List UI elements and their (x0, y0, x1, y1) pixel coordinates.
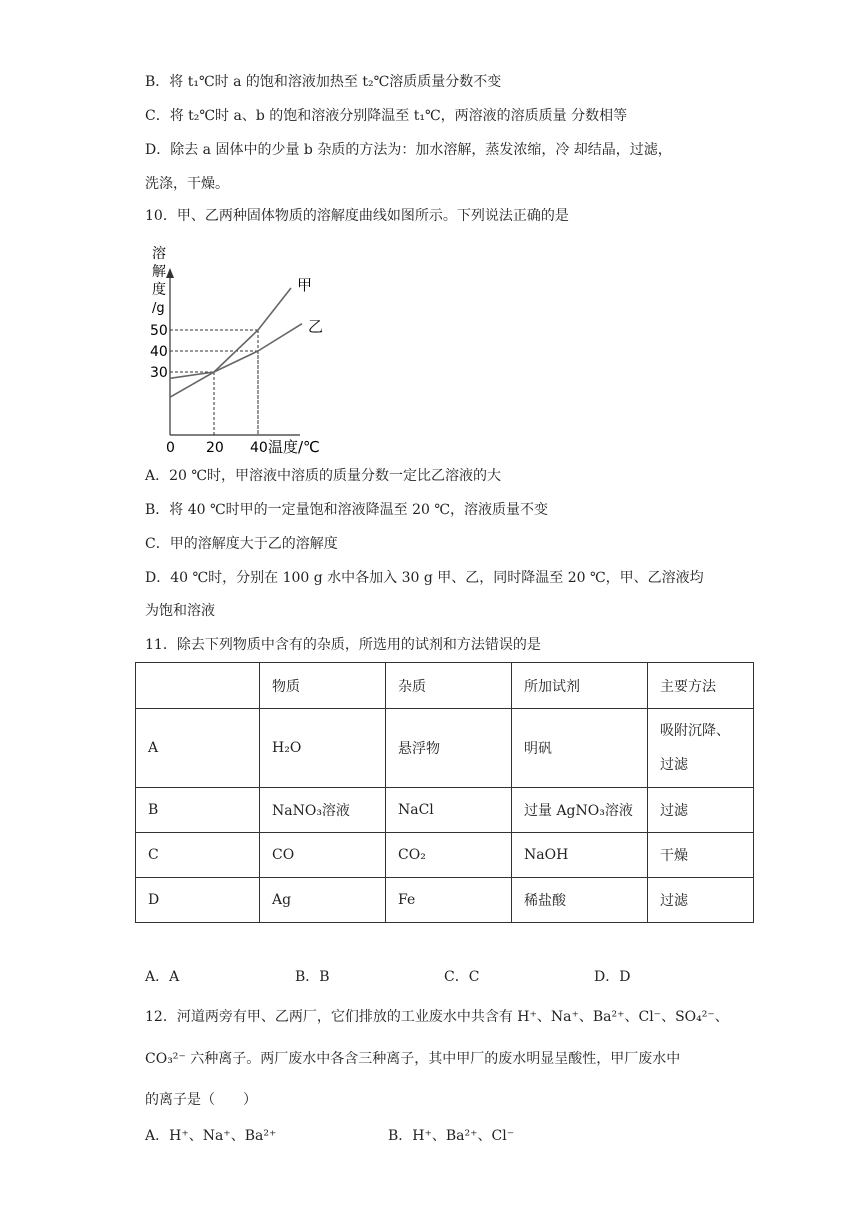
chart-y-tick-label: 30 (150, 365, 168, 381)
q11-stem: 11．除去下列物质中含有的杂质，所选用的试剂和方法错误的是 (145, 637, 541, 653)
chart-ylabel-char: 度 (152, 282, 166, 298)
chart-ylabel-char: /g (152, 301, 165, 316)
q10-option-d-line1: D．40 ℃时，分别在 100 g 水中各加入 30 g 甲、乙，同时降温至 20 ℃，甲、乙溶液均 (145, 570, 704, 586)
table-header-cell: 杂质 (386, 663, 512, 709)
table-cell: CO₂ (386, 833, 512, 878)
q12-stem-line1: 12．河道两旁有甲、乙两厂，它们排放的工业废水中共含有 H⁺、Na⁺、Ba²⁺、Cl⁻、SO₄²⁻、 (145, 1009, 729, 1025)
q9-option-c: C．将 t₂℃时 a、b 的饱和溶液分别降温至 t₁℃，两溶液的溶质质量 分数相等 (145, 108, 628, 124)
q9-option-d-line2: 洗涤，干燥。 (145, 176, 229, 192)
chart-x-tick-label: 0 (166, 440, 175, 455)
table-cell: NaCl (386, 788, 512, 833)
table-row (136, 709, 754, 788)
table-cell: 吸附沉降、过滤 (648, 709, 754, 788)
chart-ylabel-char: 溶 (152, 246, 166, 262)
table-cell: H₂O (260, 709, 386, 788)
q11-options (145, 967, 630, 987)
table-cell: 悬浮物 (386, 709, 512, 788)
chart-series-label: 乙 (308, 317, 324, 336)
solubility-chart (150, 240, 330, 455)
table-cell: A (136, 709, 260, 788)
chart-xlabel: 温度/℃ (268, 438, 320, 455)
q11-option: C．C (444, 969, 480, 985)
q11-option: D．D (594, 969, 631, 985)
q12-stem-line3: 的离子是（ ） (145, 1092, 257, 1108)
table-row (136, 833, 754, 878)
q11-option: B．B (295, 969, 330, 985)
q10-option-b: B．将 40 ℃时甲的一定量饱和溶液降温至 20 ℃，溶液质量不变 (145, 502, 549, 518)
q10-option-a: A．20 ℃时，甲溶液中溶质的质量分数一定比乙溶液的大 (145, 468, 502, 484)
table-cell: 过滤 (648, 878, 754, 923)
q12-option-a: A．H⁺、Na⁺、Ba²⁺ (145, 1128, 277, 1144)
chart-x-tick-label: 20 (206, 440, 224, 455)
table-header-row (136, 663, 754, 709)
chart-y-arrow (166, 268, 174, 278)
chart-x-tick-label: 40 (250, 440, 268, 455)
table-cell: Fe (386, 878, 512, 923)
q12-stem-line2: CO₃²⁻ 六种离子。两厂废水中各含三种离子，其中甲厂的废水明显呈酸性，甲厂废水中 (145, 1051, 681, 1067)
table-cell: NaNO₃溶液 (260, 788, 386, 833)
table-cell: Ag (260, 878, 386, 923)
q12-option-b: B．H⁺、Ba²⁺、Cl⁻ (388, 1128, 515, 1144)
chart-ylabel-char: 解 (152, 264, 166, 280)
q11-table (135, 662, 754, 923)
table-cell: CO (260, 833, 386, 878)
table-cell: 过滤 (648, 788, 754, 833)
table-cell: B (136, 788, 260, 833)
table-cell: 明矾 (512, 709, 648, 788)
table-cell: C (136, 833, 260, 878)
q10-option-c: C．甲的溶解度大于乙的溶解度 (145, 536, 338, 552)
table-cell: NaOH (512, 833, 648, 878)
q10-option-d-line2: 为饱和溶液 (145, 603, 215, 619)
table-header-cell: 主要方法 (648, 663, 754, 709)
q10-stem: 10．甲、乙两种固体物质的溶解度曲线如图所示。下列说法正确的是 (145, 208, 569, 224)
table-cell: 稀盐酸 (512, 878, 648, 923)
chart-y-tick-label: 50 (150, 323, 168, 339)
table-cell: D (136, 878, 260, 923)
table-header-cell: 所加试剂 (512, 663, 648, 709)
table-cell: 干燥 (648, 833, 754, 878)
table-cell: 过量 AgNO₃溶液 (512, 788, 648, 833)
q12-options (145, 1126, 514, 1146)
table-row (136, 788, 754, 833)
q9-option-b: B．将 t₁℃时 a 的饱和溶液加热至 t₂℃溶质质量分数不变 (145, 74, 502, 90)
table-row (136, 878, 754, 923)
table-header-cell (136, 663, 260, 709)
q9-option-d-line1: D．除去 a 固体中的少量 b 杂质的方法为：加水溶解，蒸发浓缩，冷 却结晶，过滤， (145, 142, 672, 158)
chart-y-tick-label: 40 (150, 344, 168, 360)
q11-option: A．A (145, 969, 180, 985)
chart-series-label: 甲 (297, 276, 313, 294)
table-header-cell: 物质 (260, 663, 386, 709)
